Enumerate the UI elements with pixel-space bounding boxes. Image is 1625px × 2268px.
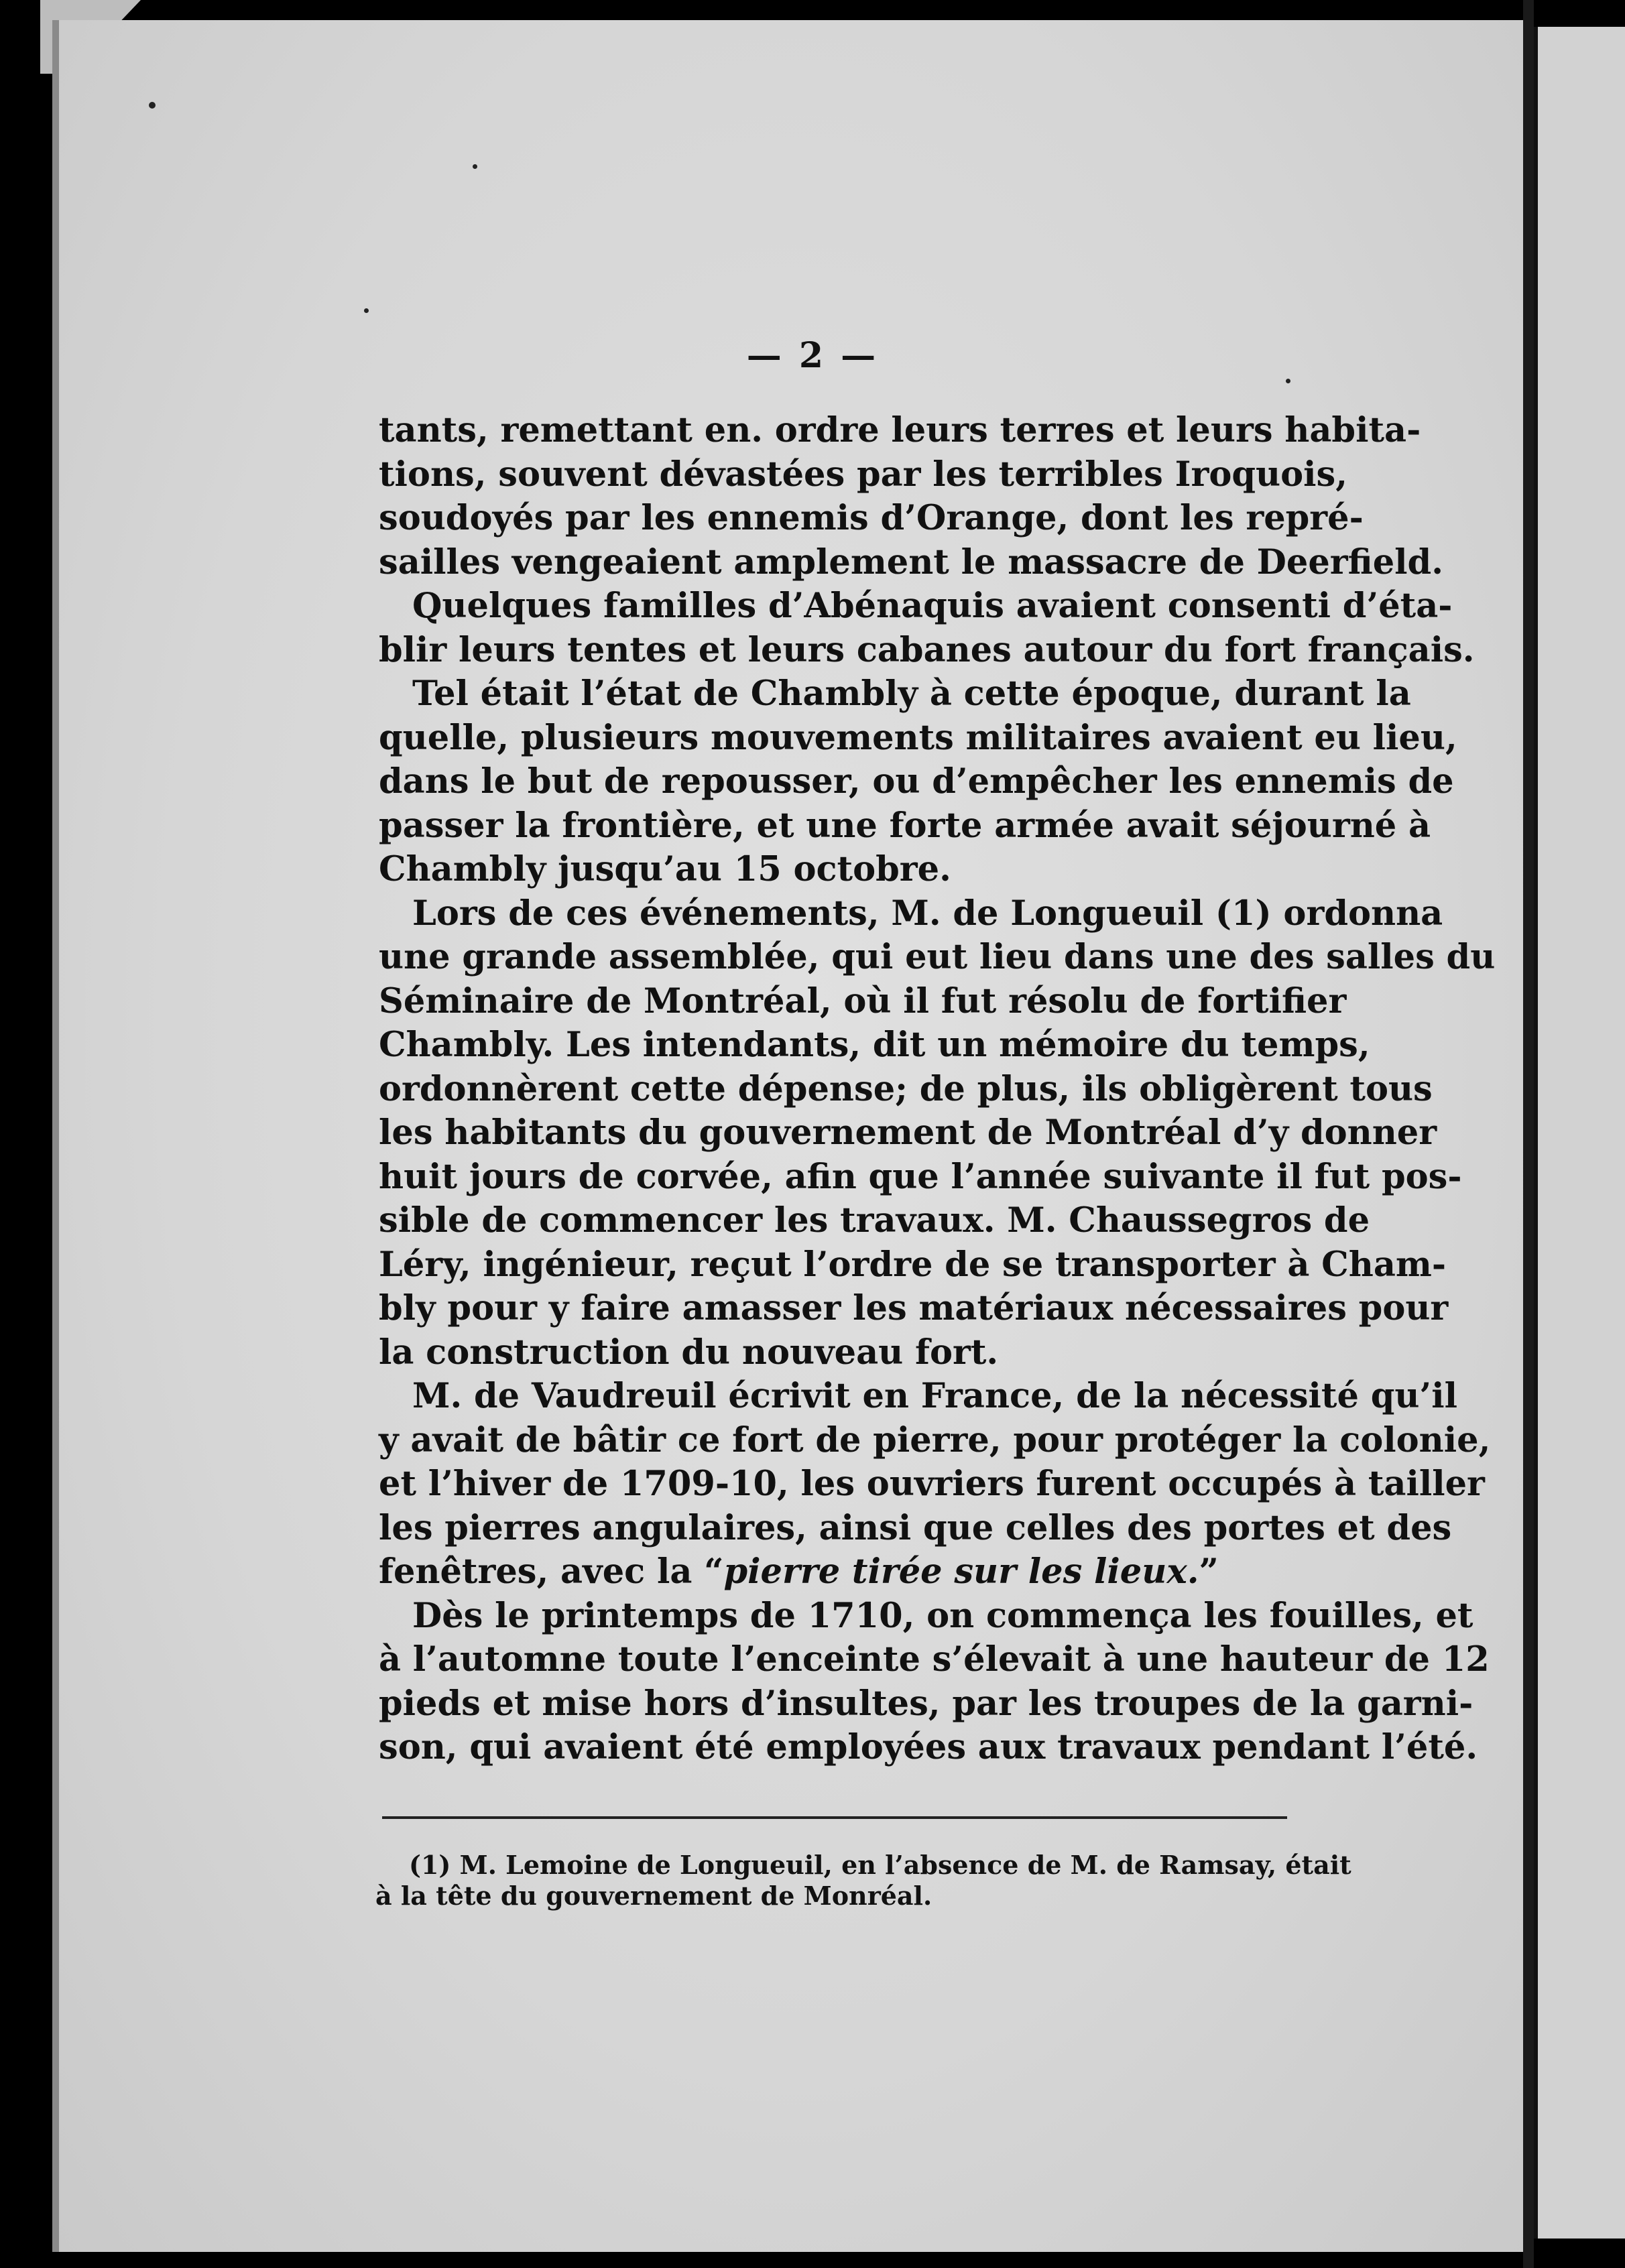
text-line: quelle, plusieurs mouvements militaires avaient eu lieu, — [379, 717, 1457, 758]
text-line: blir leurs tentes et leurs cabanes autour du fort français. — [379, 629, 1475, 670]
quote-close: ” — [1199, 1552, 1219, 1592]
text-line: Chambly jusqu’au 15 octobre. — [379, 849, 951, 889]
body-text — [379, 409, 1496, 1770]
text-line: une grande assemblée, qui eut lieu dans une des salles du — [379, 937, 1496, 977]
speck — [1286, 379, 1290, 383]
text-line: Séminaire de Montréal, où il fut résolu de fortifier — [379, 981, 1347, 1021]
text-line: Léry, ingénieur, reçut l’ordre de se transporter à Cham- — [379, 1244, 1447, 1285]
speck — [473, 164, 477, 169]
footnote-divider — [382, 1816, 1287, 1819]
text-line: la construction du nouveau fort. — [379, 1332, 999, 1373]
text-line: soudoyés par les ennemis d’Orange, dont les repré- — [379, 498, 1364, 538]
text-line: huit jours de corvée, afin que l’année suivante il fut pos- — [379, 1156, 1462, 1197]
text-line: à l’automne toute l’enceinte s’élevait à une hauteur de 12 — [379, 1639, 1490, 1680]
text-line: Tel était l’état de Chambly à cette époque, durant la — [412, 674, 1411, 714]
quote-lead: fenêtres, avec la “ — [379, 1552, 724, 1592]
text-line: pieds et mise hors d’insultes, par les troupes de la garni- — [379, 1683, 1473, 1724]
text-line: M. de Vaudreuil écrivit en France, de la nécessité qu’il — [412, 1376, 1457, 1416]
text-line: sailles vengeaient amplement le massacre de Deerfield. — [379, 542, 1443, 582]
text-line: ordonnèrent cette dépense; de plus, ils obligèrent tous — [379, 1068, 1433, 1109]
text-line: tants, remettant en. ordre leurs terres et leurs habita- — [379, 410, 1421, 450]
text-line: les habitants du gouvernement de Montréal d’y donner — [379, 1113, 1437, 1153]
footnote — [375, 1850, 1351, 1911]
speck — [149, 102, 156, 109]
text-line: tions, souvent dévastées par les terribles Iroquois, — [379, 454, 1347, 495]
text-line: les pierres angulaires, ainsi que celles des portes et des — [379, 1507, 1452, 1548]
footnote-line: (1) M. Lemoine de Longueuil, en l’absence de M. de Ramsay, était — [409, 1850, 1351, 1880]
italic-quote: pierre tirée sur les lieux. — [723, 1552, 1199, 1592]
text-line: Quelques familles d’Abénaquis avaient consenti d’éta- — [412, 586, 1453, 626]
text-line: dans le but de repousser, ou d’empêcher les ennemis de — [379, 761, 1454, 802]
text-line-quote — [379, 1550, 1307, 1594]
footnote-line: à la tête du gouvernement de Monréal. — [375, 1881, 932, 1911]
text-line: Dès le printemps de 1710, on commença les fouilles, et — [412, 1595, 1473, 1636]
text-line: et l’hiver de 1709-10, les ouvriers furent occupés à tailler — [379, 1464, 1485, 1504]
page-number: — 2 — — [746, 335, 879, 376]
text-line: bly pour y faire amasser les matériaux nécessaires pour — [379, 1288, 1449, 1328]
text-line: passer la frontière, et une forte armée avait séjourné à — [379, 805, 1431, 846]
speck — [364, 308, 369, 313]
text-line: Chambly. Les intendants, dit un mémoire du temps, — [379, 1025, 1370, 1065]
text-line: sible de commencer les travaux. M. Chaussegros de — [379, 1200, 1370, 1241]
text-line: y avait de bâtir ce fort de pierre, pour protéger la colonie, — [379, 1420, 1491, 1460]
text-line: Lors de ces événements, M. de Longueuil (1) ordonna — [412, 893, 1443, 934]
text-line: son, qui avaient été employées aux travaux pendant l’été. — [379, 1727, 1478, 1767]
